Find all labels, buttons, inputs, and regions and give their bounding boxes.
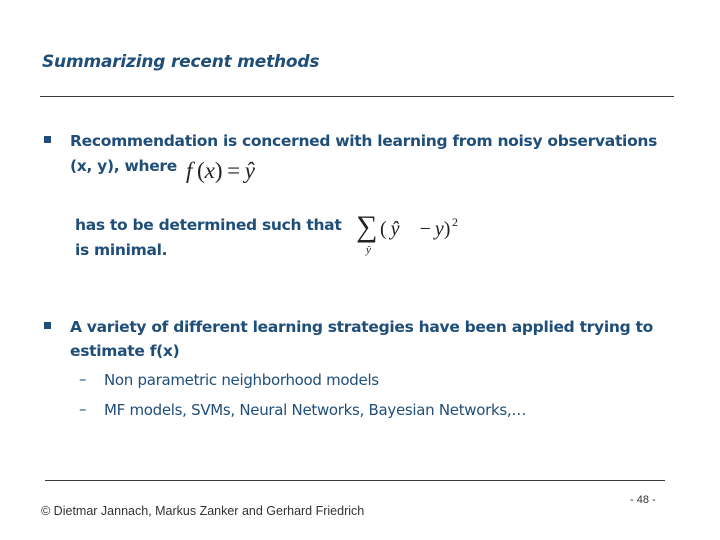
footer-credits: © Dietmar Jannach, Markus Zanker and Gerhard Friedrich [41, 504, 365, 518]
formula-f-of-x: f (x) = ŷ [186, 158, 255, 183]
footer-divider [45, 480, 665, 481]
bullet-1-line-1: Recommendation is concerned with learning from noisy observations [70, 132, 658, 150]
bullet-marker-1 [44, 136, 51, 143]
subitem-dash-1: – [79, 370, 87, 388]
formula-squared-error: ∑ ŷ ( ŷ − y) 2 [356, 210, 458, 256]
bullet-marker-2 [44, 322, 51, 329]
slide-title: Summarizing recent methods [42, 52, 320, 72]
bullet-1-cont-line-2: is minimal. [75, 241, 168, 259]
bullet-2-line-1: A variety of different learning strategies have been applied trying to [70, 318, 653, 336]
bullet-1-cont-line-1: has to be determined such that [75, 216, 342, 234]
title-divider [40, 96, 674, 97]
subitem-dash-2: – [79, 400, 87, 418]
subitem-1: Non parametric neighborhood models [104, 371, 379, 389]
bullet-2-line-2: estimate f(x) [70, 342, 180, 360]
bullet-1-line-2: (x, y), where [70, 157, 177, 175]
page-number: - 48 - [630, 494, 656, 506]
subitem-2: MF models, SVMs, Neural Networks, Bayesian Networks,… [104, 401, 527, 419]
